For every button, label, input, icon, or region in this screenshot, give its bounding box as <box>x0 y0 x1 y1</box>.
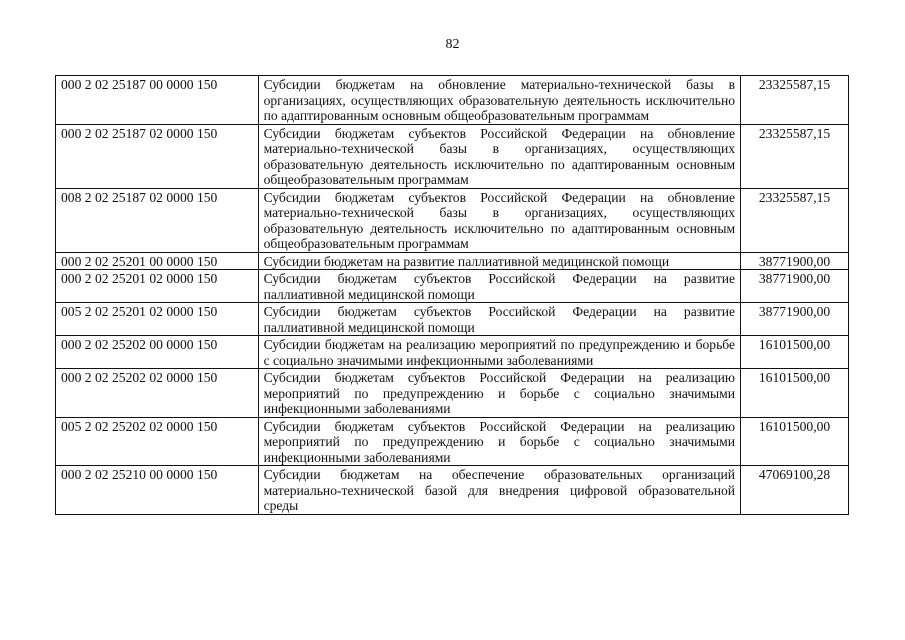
amount-cell: 38771900,00 <box>741 252 849 270</box>
budget-code-cell: 000 2 02 25187 02 0000 150 <box>56 124 259 188</box>
amount-cell: 47069100,28 <box>741 466 849 515</box>
description-cell: Субсидии бюджетам субъектов Российской Федерации на реализацию мероприятий по предупреждению и борьбе с социально значимыми инфекционными заболеваниями <box>258 417 741 466</box>
table-row <box>56 336 849 369</box>
description-cell: Субсидии бюджетам на обновление материально-технической базы в организациях, осуществляющих образовательную деятельность исключительно по адаптированным основным общеобразовательным программам <box>258 76 741 125</box>
budget-code-cell: 000 2 02 25187 00 0000 150 <box>56 76 259 125</box>
budget-code-cell: 008 2 02 25187 02 0000 150 <box>56 188 259 252</box>
description-cell: Субсидии бюджетам субъектов Российской Федерации на обновление материально-технической базы в организациях, осуществляющих образовательную деятельность исключительно по адаптированным основным общеобразовательным программам <box>258 188 741 252</box>
amount-cell: 23325587,15 <box>741 124 849 188</box>
budget-code-cell: 000 2 02 25202 00 0000 150 <box>56 336 259 369</box>
budget-code-cell: 000 2 02 25201 00 0000 150 <box>56 252 259 270</box>
amount-cell: 16101500,00 <box>741 417 849 466</box>
budget-table-body <box>56 76 849 515</box>
description-cell: Субсидии бюджетам субъектов Российской Федерации на развитие паллиативной медицинской помощи <box>258 303 741 336</box>
description-cell: Субсидии бюджетам на развитие паллиативной медицинской помощи <box>258 252 741 270</box>
table-row <box>56 369 849 418</box>
table-row <box>56 188 849 252</box>
table-row <box>56 303 849 336</box>
amount-cell: 23325587,15 <box>741 76 849 125</box>
budget-code-cell: 000 2 02 25210 00 0000 150 <box>56 466 259 515</box>
amount-cell: 38771900,00 <box>741 270 849 303</box>
amount-cell: 38771900,00 <box>741 303 849 336</box>
budget-code-cell: 005 2 02 25202 02 0000 150 <box>56 417 259 466</box>
table-row <box>56 124 849 188</box>
description-cell: Субсидии бюджетам субъектов Российской Федерации на развитие паллиативной медицинской помощи <box>258 270 741 303</box>
table-row <box>56 270 849 303</box>
table-row <box>56 466 849 515</box>
description-cell: Субсидии бюджетам на реализацию мероприятий по предупреждению и борьбе с социально значимыми инфекционными заболеваниями <box>258 336 741 369</box>
description-cell: Субсидии бюджетам субъектов Российской Федерации на обновление материально-технической базы в организациях, осуществляющих образовательную деятельность исключительно по адаптированным основным общеобразовательным программам <box>258 124 741 188</box>
amount-cell: 16101500,00 <box>741 336 849 369</box>
budget-code-cell: 000 2 02 25202 02 0000 150 <box>56 369 259 418</box>
table-row <box>56 76 849 125</box>
table-row <box>56 252 849 270</box>
description-cell: Субсидии бюджетам на обеспечение образовательных организаций материально-технической базой для внедрения цифровой образовательной среды <box>258 466 741 515</box>
description-cell: Субсидии бюджетам субъектов Российской Федерации на реализацию мероприятий по предупреждению и борьбе с социально значимыми инфекционными заболеваниями <box>258 369 741 418</box>
amount-cell: 23325587,15 <box>741 188 849 252</box>
page-number: 82 <box>445 37 460 52</box>
table-row <box>56 417 849 466</box>
budget-table <box>55 75 849 515</box>
budget-code-cell: 000 2 02 25201 02 0000 150 <box>56 270 259 303</box>
amount-cell: 16101500,00 <box>741 369 849 418</box>
budget-code-cell: 005 2 02 25201 02 0000 150 <box>56 303 259 336</box>
